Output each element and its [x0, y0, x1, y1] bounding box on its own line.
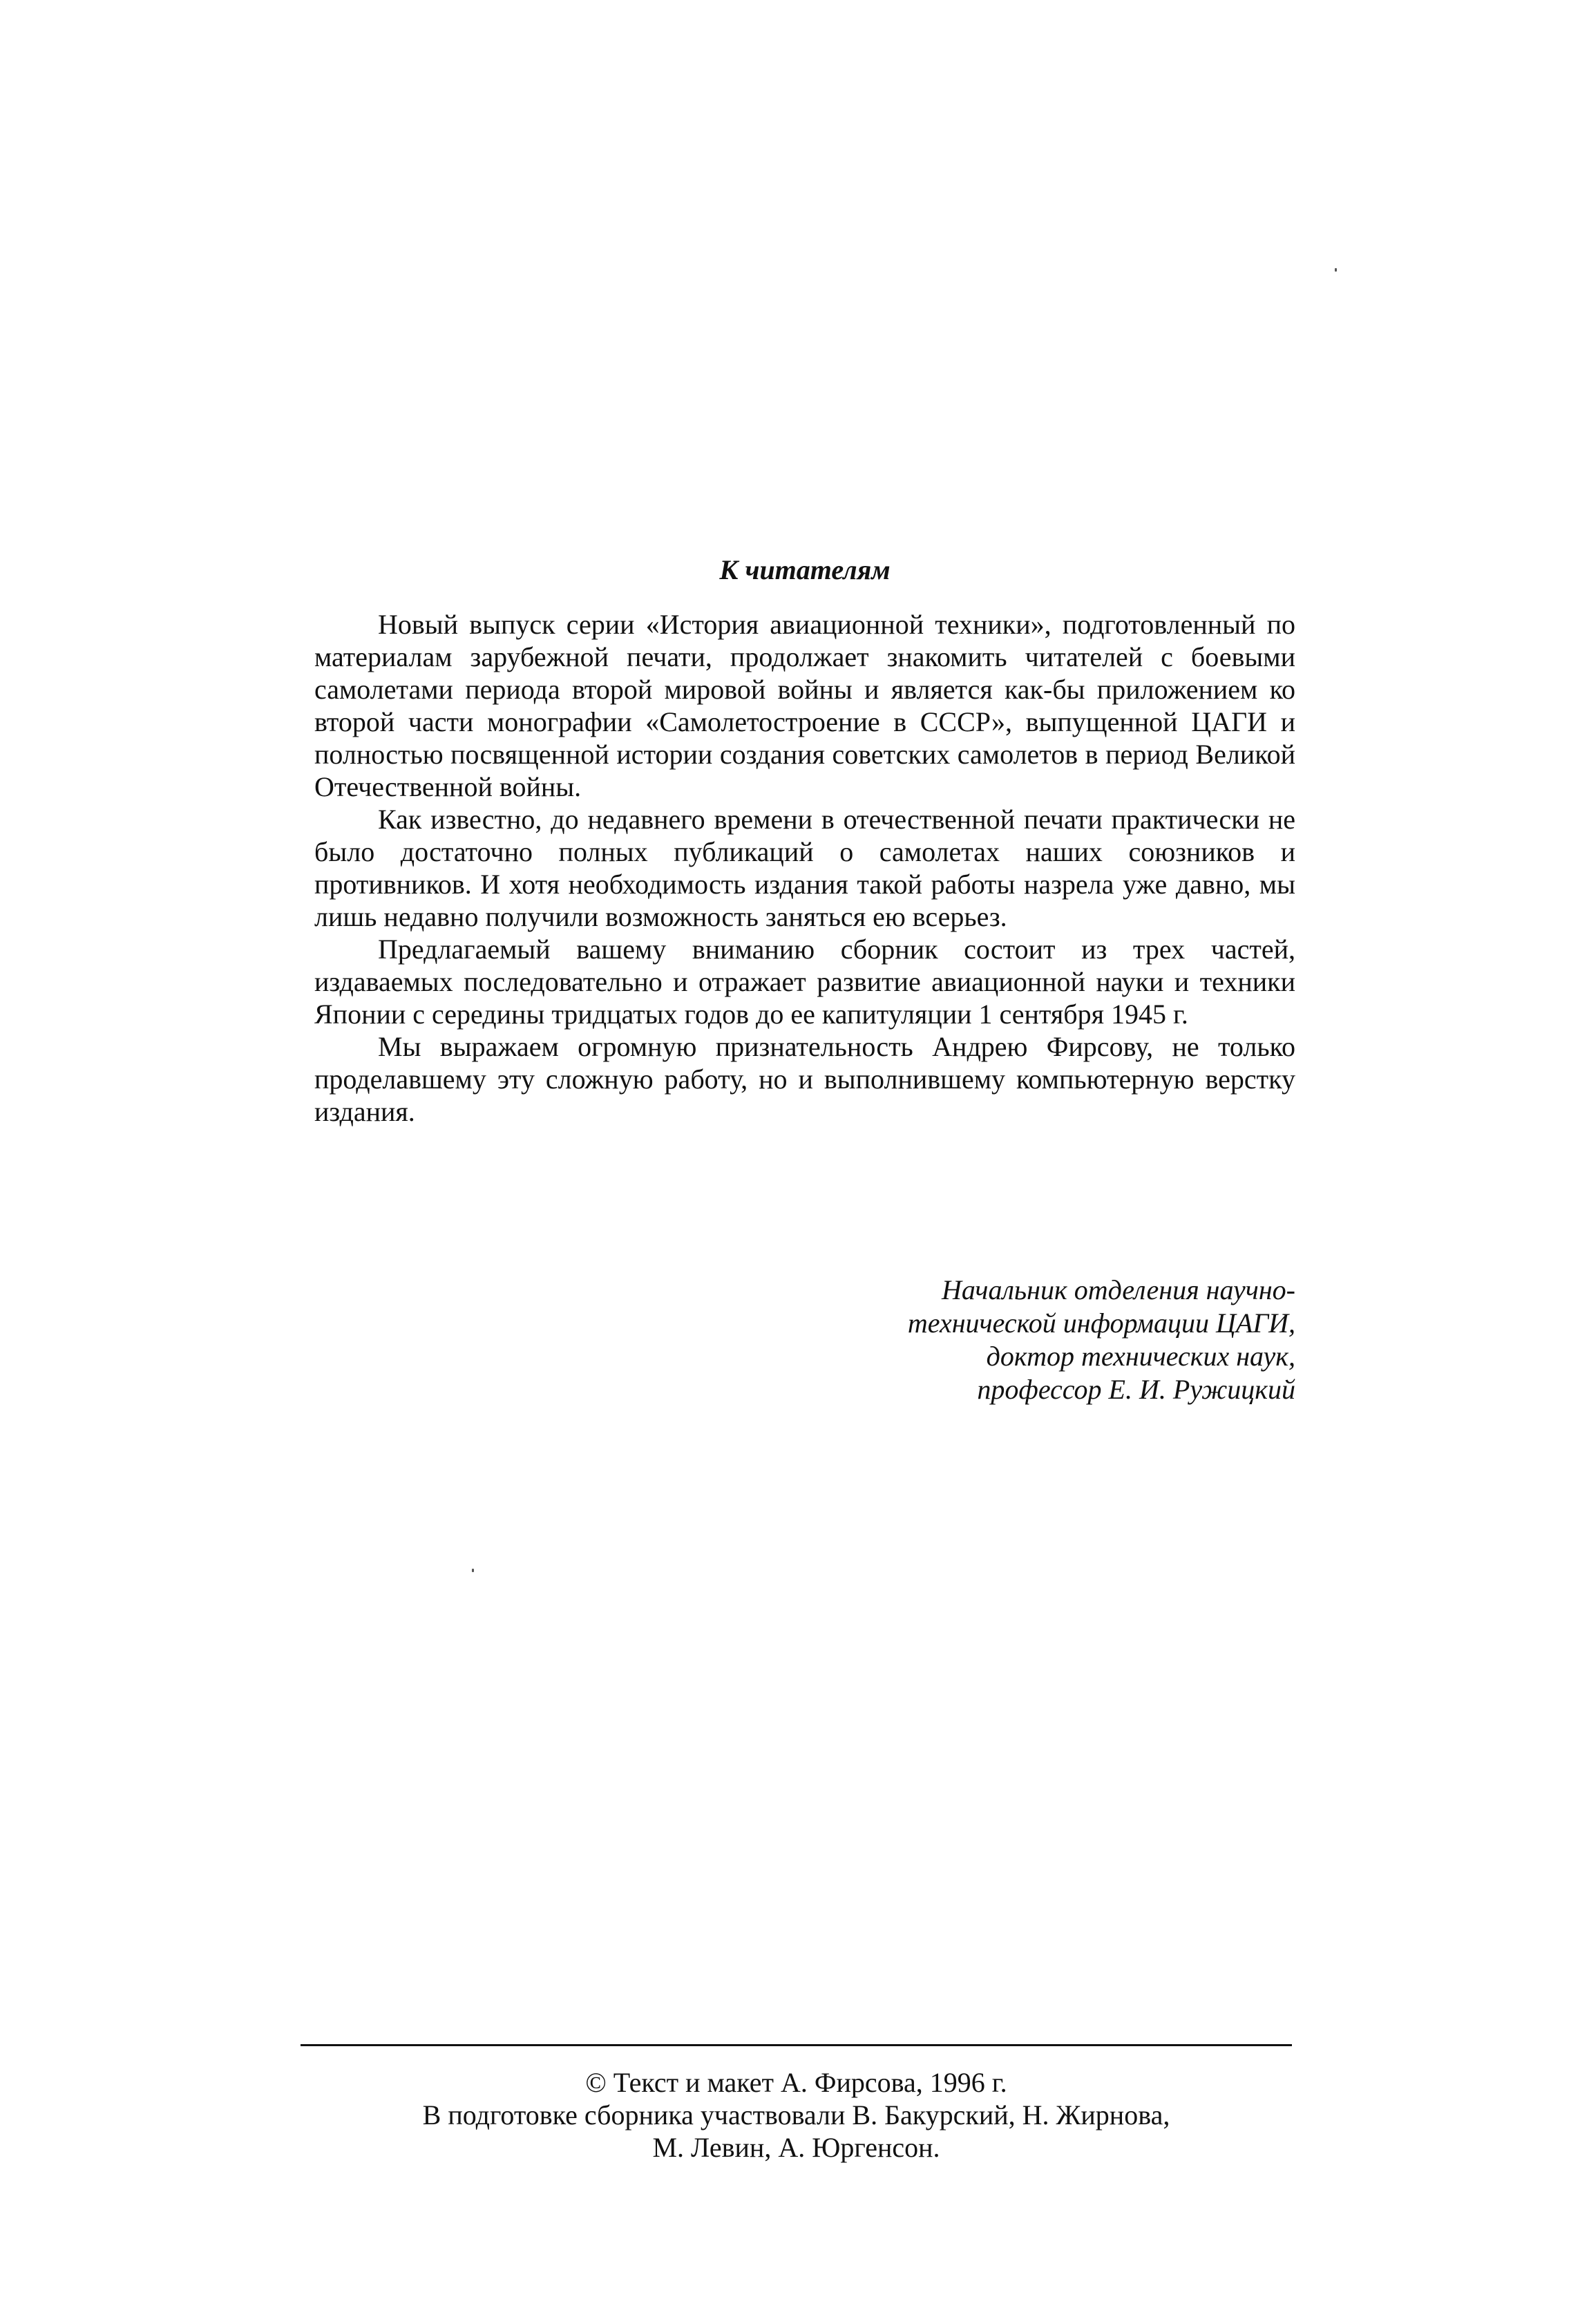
contributors-line-2: М. Левин, А. Юргенсон.: [652, 2132, 940, 2163]
paragraph-acknowledgement: Мы выражаем огромную признательность Андрею Фирсову, не только проделавшему эту сложную работу, но и выполнившему компьютерную верстку издания.: [314, 1031, 1295, 1127]
paragraph-intro: Новый выпуск серии «История авиационной техники», подготовленный по материалам зарубежной печати, продолжает знакомить читателей с боевыми самолетами периода второй мировой войны и является как-бы приложением ко второй части монографии «Самолетостроение в СССР», выпущенной ЦАГИ и полностью посвященной истории создания советских самолетов в период Великой Отечественной войны.: [314, 609, 1295, 802]
copyright-line: © Текст и макет А. Фирсова, 1996 г.: [585, 2067, 1007, 2098]
signature-line-position: Начальник отделения научно-: [942, 1274, 1295, 1305]
scan-speck: [472, 1569, 474, 1572]
signature-line-department: технической информации ЦАГИ,: [907, 1307, 1295, 1339]
contributors-line-1: В подготовке сборника участвовали В. Бакурский, Н. Жирнова,: [422, 2099, 1170, 2131]
signature-line-name: профессор Е. И. Ружицкий: [977, 1374, 1295, 1405]
paragraph-structure: Предлагаемый вашему вниманию сборник состоит из трех частей, издаваемых последовательно и отражает развитие авиационной науки и техники Японии с середины тридцатых годов до ее капитуляции 1 сентября 1945 г.: [314, 934, 1295, 1030]
page-heading: К читателям: [719, 554, 891, 585]
footer-divider: [301, 2044, 1292, 2046]
footer-credits: [301, 2066, 1292, 2164]
signature-block: [760, 1274, 1295, 1406]
body-text: [314, 608, 1295, 1128]
scan-speck: [1335, 268, 1337, 272]
signature-line-degree: доктор технических наук,: [986, 1341, 1295, 1372]
paragraph-context: Как известно, до недавнего времени в отечественной печати практически не было достаточно полных публикаций о самолетах наших союзников и противников. И хотя необходимость издания такой работы назрела уже давно, мы лишь недавно получили возможность заняться ею всерьез.: [314, 804, 1295, 932]
